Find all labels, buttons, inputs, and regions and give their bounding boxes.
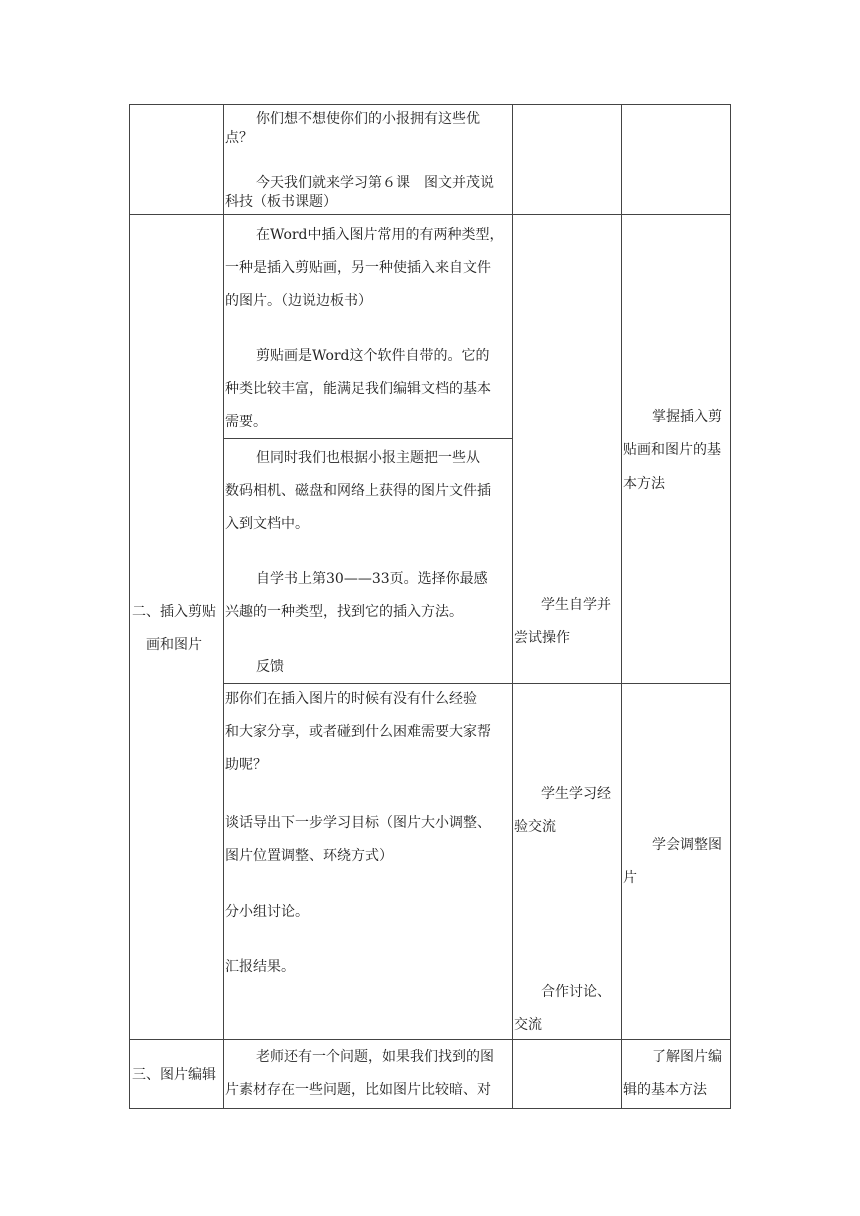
text-line: 今天我们就来学习第６课 图文并茂说 — [256, 175, 494, 191]
table-bottom-border — [129, 1108, 731, 1109]
table-right-border — [730, 104, 731, 1109]
text-line: 了解图片编 — [652, 1049, 722, 1065]
column-divider — [512, 104, 513, 1109]
text-line: 那你们在插入图片的时候有没有什么经验 — [225, 691, 477, 707]
text-line: 片素材存在一些问题，比如图片比较暗、对 — [225, 1082, 491, 1098]
column-divider — [223, 104, 224, 1109]
text-line: 分小组讨论。 — [225, 904, 309, 920]
text-line: 科技（板书课题） — [225, 194, 337, 210]
text-line: 剪贴画是Word这个软件自带的。它的 — [256, 348, 490, 364]
text-line: 种类比较丰富，能满足我们编辑文档的基本 — [225, 381, 491, 397]
text-line: 贴画和图片的基 — [623, 442, 721, 458]
text-line: 入到文档中。 — [225, 516, 309, 532]
text-line: 尝试操作 — [514, 630, 570, 646]
text-line: 助呢？ — [225, 757, 267, 773]
text-line: 和大家分享，或者碰到什么困难需要大家帮 — [225, 724, 491, 740]
text-line: 片 — [623, 870, 637, 886]
text-line: 的图片。（边说边板书） — [225, 293, 372, 309]
text-line: 需要。 — [225, 414, 267, 430]
text-line: 你们想不想使你们的小报拥有这些优 — [256, 111, 480, 127]
stage-label: 二、插入剪贴 — [132, 604, 216, 620]
text-line: 合作讨论、 — [541, 984, 611, 1000]
text-line: 本方法 — [623, 476, 665, 492]
text-line: 学生自学并 — [541, 597, 611, 613]
text-line: 但同时我们也根据小报主题把一些从 — [256, 450, 480, 466]
column-divider — [621, 104, 622, 1109]
row-divider — [129, 1039, 731, 1040]
text-line: 学生学习经 — [541, 786, 611, 802]
row-divider — [223, 683, 731, 684]
text-line: 老师还有一个问题，如果我们找到的图 — [256, 1049, 494, 1065]
text-line: 在Word中插入图片常用的有两种类型， — [256, 227, 504, 243]
cell-divider — [223, 438, 512, 439]
table-top-border — [129, 104, 731, 105]
text-line: 交流 — [514, 1017, 542, 1033]
text-line: 辑的基本方法 — [623, 1082, 707, 1098]
text-line: 学会调整图 — [652, 837, 722, 853]
stage-label: 画和图片 — [146, 637, 202, 653]
stage-label: 三、图片编辑 — [132, 1067, 216, 1083]
text-line: 谈话导出下一步学习目标（图片大小调整、 — [225, 815, 491, 831]
text-line: 数码相机、磁盘和网络上获得的图片文件插 — [225, 483, 491, 499]
text-line: 自学书上第30——33页。选择你最感 — [256, 571, 488, 587]
text-line: 汇报结果。 — [225, 959, 295, 975]
text-line: 图片位置调整、环绕方式） — [225, 848, 393, 864]
text-line: 一种是插入剪贴画，另一种使插入来自文件 — [225, 260, 491, 276]
text-line: 掌握插入剪 — [652, 409, 722, 425]
table-left-border — [129, 104, 130, 1109]
text-line: 兴趣的一种类型，找到它的插入方法。 — [225, 604, 463, 620]
text-line: 点？ — [225, 130, 253, 146]
text-line: 反馈 — [256, 659, 284, 675]
row-divider — [129, 214, 731, 215]
text-line: 验交流 — [514, 819, 556, 835]
